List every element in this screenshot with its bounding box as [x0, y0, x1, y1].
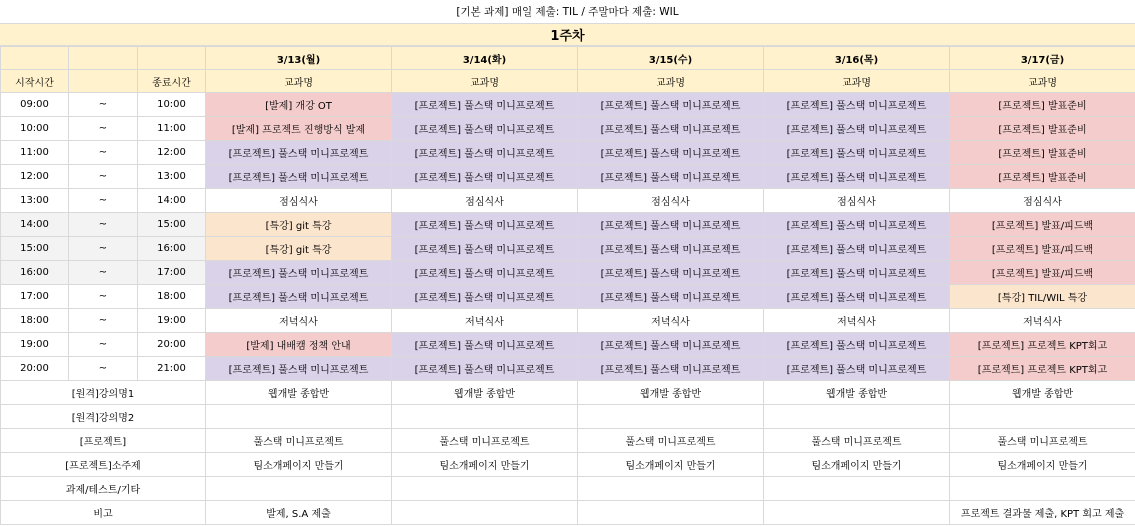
schedule-cell[interactable]: [프로젝트] 풀스택 미니프로젝트	[392, 117, 578, 141]
footer-cell[interactable]: 발제, S.A 제출	[206, 501, 392, 525]
day-header-fri[interactable]: 3/17(금)	[950, 47, 1135, 70]
schedule-cell[interactable]: [특강] TIL/WIL 특강	[950, 285, 1135, 309]
end-time-cell[interactable]: 12:00	[138, 141, 206, 165]
footer-cell[interactable]	[764, 501, 950, 525]
time-slot-row	[1, 117, 1135, 141]
schedule-cell[interactable]: [프로젝트] 풀스택 미니프로젝트	[578, 141, 764, 165]
start-time-cell[interactable]: 20:00	[1, 357, 69, 381]
separator-header[interactable]	[69, 70, 138, 93]
footer-cell[interactable]: 풀스택 미니프로젝트	[950, 429, 1135, 453]
schedule-cell[interactable]: [프로젝트] 풀스택 미니프로젝트	[578, 357, 764, 381]
footer-label-cell[interactable]: 비고	[1, 501, 206, 525]
schedule-cell[interactable]: [프로젝트] 풀스택 미니프로젝트	[206, 165, 392, 189]
schedule-cell[interactable]: [프로젝트] 풀스택 미니프로젝트	[392, 141, 578, 165]
end-time-cell[interactable]: 10:00	[138, 93, 206, 117]
end-time-cell[interactable]: 15:00	[138, 213, 206, 237]
footer-cell[interactable]	[578, 477, 764, 501]
schedule-cell[interactable]: [프로젝트] 풀스택 미니프로젝트	[392, 261, 578, 285]
footer-row	[1, 405, 1135, 429]
schedule-cell[interactable]: [프로젝트] 풀스택 미니프로젝트	[392, 237, 578, 261]
time-slot-row	[1, 141, 1135, 165]
footer-cell[interactable]: 프로젝트 결과물 제출, KPT 회고 제출	[950, 501, 1135, 525]
start-time-cell[interactable]: 11:00	[1, 141, 69, 165]
schedule-cell[interactable]: [프로젝트] 풀스택 미니프로젝트	[578, 261, 764, 285]
day-header-mon[interactable]: 3/13(월)	[206, 47, 392, 70]
subject-header[interactable]: 교과명	[578, 70, 764, 93]
footer-cell[interactable]	[392, 405, 578, 429]
schedule-cell[interactable]: 저녁식사	[392, 309, 578, 333]
schedule-cell[interactable]: [프로젝트] 프로젝트 KPT회고	[950, 357, 1135, 381]
footer-row	[1, 429, 1135, 453]
schedule-cell[interactable]: [프로젝트] 풀스택 미니프로젝트	[764, 165, 950, 189]
schedule-cell[interactable]: [프로젝트] 발표/피드백	[950, 213, 1135, 237]
time-separator-cell[interactable]: ~	[69, 261, 138, 285]
time-separator-cell[interactable]: ~	[69, 213, 138, 237]
footer-cell[interactable]	[578, 405, 764, 429]
start-time-cell[interactable]: 18:00	[1, 309, 69, 333]
schedule-cell[interactable]: [프로젝트] 프로젝트 KPT회고	[950, 333, 1135, 357]
footer-cell[interactable]: 웹개발 종합반	[206, 381, 392, 405]
time-slot-row	[1, 93, 1135, 117]
schedule-cell[interactable]: [특강] git 특강	[206, 213, 392, 237]
schedule-cell[interactable]: [프로젝트] 풀스택 미니프로젝트	[764, 117, 950, 141]
column-header-row	[1, 70, 1135, 93]
time-separator-cell[interactable]: ~	[69, 309, 138, 333]
start-time-cell[interactable]: 17:00	[1, 285, 69, 309]
schedule-cell[interactable]: 저녁식사	[206, 309, 392, 333]
start-time-cell[interactable]: 16:00	[1, 261, 69, 285]
schedule-cell[interactable]: [프로젝트] 풀스택 미니프로젝트	[578, 213, 764, 237]
footer-label-cell[interactable]: [프로젝트]	[1, 429, 206, 453]
footer-cell[interactable]	[764, 405, 950, 429]
schedule-cell[interactable]: [프로젝트] 풀스택 미니프로젝트	[392, 357, 578, 381]
subject-header[interactable]: 교과명	[392, 70, 578, 93]
footer-cell[interactable]	[950, 405, 1135, 429]
schedule-cell[interactable]: [프로젝트] 발표/피드백	[950, 261, 1135, 285]
time-slot-row	[1, 333, 1135, 357]
schedule-cell[interactable]: [프로젝트] 발표준비	[950, 117, 1135, 141]
subject-header[interactable]: 교과명	[764, 70, 950, 93]
start-time-cell[interactable]: 14:00	[1, 213, 69, 237]
schedule-cell[interactable]: [프로젝트] 풀스택 미니프로젝트	[578, 285, 764, 309]
footer-cell[interactable]: 풀스택 미니프로젝트	[206, 429, 392, 453]
schedule-cell[interactable]: [프로젝트] 발표준비	[950, 93, 1135, 117]
header-blank-cell[interactable]	[1, 47, 69, 70]
schedule-cell[interactable]: [프로젝트] 풀스택 미니프로젝트	[578, 237, 764, 261]
week-title[interactable]: 1주차	[0, 24, 1135, 46]
schedule-cell[interactable]: [프로젝트] 풀스택 미니프로젝트	[578, 93, 764, 117]
start-time-cell[interactable]: 10:00	[1, 117, 69, 141]
schedule-cell[interactable]: [프로젝트] 풀스택 미니프로젝트	[578, 165, 764, 189]
footer-row	[1, 501, 1135, 525]
footer-cell[interactable]: 풀스택 미니프로젝트	[578, 429, 764, 453]
date-header-row	[1, 47, 1135, 70]
time-slot-row	[1, 189, 1135, 213]
schedule-cell[interactable]: [프로젝트] 풀스택 미니프로젝트	[206, 357, 392, 381]
end-time-cell[interactable]: 18:00	[138, 285, 206, 309]
time-separator-cell[interactable]: ~	[69, 237, 138, 261]
footer-cell[interactable]: 팀소개페이지 만들기	[950, 453, 1135, 477]
schedule-cell[interactable]: [프로젝트] 풀스택 미니프로젝트	[206, 285, 392, 309]
footer-cell[interactable]: 풀스택 미니프로젝트	[392, 429, 578, 453]
schedule-cell[interactable]: [프로젝트] 풀스택 미니프로젝트	[578, 333, 764, 357]
schedule-table	[0, 46, 1135, 525]
schedule-cell[interactable]: [프로젝트] 풀스택 미니프로젝트	[392, 285, 578, 309]
day-header-thu[interactable]: 3/16(목)	[764, 47, 950, 70]
footer-cell[interactable]: 웹개발 종합반	[392, 381, 578, 405]
schedule-cell[interactable]: 점심식사	[950, 189, 1135, 213]
footer-cell[interactable]: 웹개발 종합반	[764, 381, 950, 405]
time-separator-cell[interactable]: ~	[69, 333, 138, 357]
time-separator-cell[interactable]: ~	[69, 357, 138, 381]
time-slot-row	[1, 309, 1135, 333]
schedule-cell[interactable]: [발제] 내배캠 정책 안내	[206, 333, 392, 357]
footer-label-cell[interactable]: 과제/테스트/기타	[1, 477, 206, 501]
schedule-cell[interactable]: [특강] git 특강	[206, 237, 392, 261]
subject-header[interactable]: 교과명	[206, 70, 392, 93]
assignment-banner[interactable]: [기본 과제] 매일 제출: TIL / 주말마다 제출: WIL	[0, 0, 1135, 24]
start-time-cell[interactable]: 15:00	[1, 237, 69, 261]
day-header-tue[interactable]: 3/14(화)	[392, 47, 578, 70]
schedule-cell[interactable]: [발제] 개강 OT	[206, 93, 392, 117]
footer-cell[interactable]: 웹개발 종합반	[950, 381, 1135, 405]
footer-cell[interactable]: 팀소개페이지 만들기	[392, 453, 578, 477]
schedule-cell[interactable]: [프로젝트] 풀스택 미니프로젝트	[392, 213, 578, 237]
day-header-wed[interactable]: 3/15(수)	[578, 47, 764, 70]
schedule-cell[interactable]: [프로젝트] 풀스택 미니프로젝트	[392, 333, 578, 357]
time-slot-row	[1, 213, 1135, 237]
start-time-header[interactable]: 시작시간	[1, 70, 69, 93]
schedule-cell[interactable]: 점심식사	[206, 189, 392, 213]
end-time-cell[interactable]: 21:00	[138, 357, 206, 381]
footer-cell[interactable]: 팀소개페이지 만들기	[764, 453, 950, 477]
schedule-cell[interactable]: [프로젝트] 풀스택 미니프로젝트	[206, 141, 392, 165]
start-time-cell[interactable]: 09:00	[1, 93, 69, 117]
start-time-cell[interactable]: 19:00	[1, 333, 69, 357]
footer-row	[1, 381, 1135, 405]
schedule-cell[interactable]: [프로젝트] 풀스택 미니프로젝트	[764, 213, 950, 237]
schedule-cell[interactable]: [프로젝트] 발표준비	[950, 165, 1135, 189]
footer-label-cell[interactable]: [원격]강의명1	[1, 381, 206, 405]
schedule-cell[interactable]: [프로젝트] 발표준비	[950, 141, 1135, 165]
footer-cell[interactable]	[206, 405, 392, 429]
schedule-cell[interactable]: [프로젝트] 풀스택 미니프로젝트	[578, 117, 764, 141]
header-blank-cell[interactable]	[69, 47, 138, 70]
schedule-cell[interactable]: [프로젝트] 풀스택 미니프로젝트	[764, 333, 950, 357]
end-time-cell[interactable]: 16:00	[138, 237, 206, 261]
time-separator-cell[interactable]: ~	[69, 189, 138, 213]
time-slot-row	[1, 261, 1135, 285]
schedule-cell[interactable]: 점심식사	[578, 189, 764, 213]
footer-label-cell[interactable]: [원격]강의명2	[1, 405, 206, 429]
header-blank-cell[interactable]	[138, 47, 206, 70]
end-time-cell[interactable]: 13:00	[138, 165, 206, 189]
footer-row	[1, 453, 1135, 477]
start-time-cell[interactable]: 12:00	[1, 165, 69, 189]
schedule-cell[interactable]: [프로젝트] 풀스택 미니프로젝트	[764, 261, 950, 285]
footer-cell[interactable]: 웹개발 종합반	[578, 381, 764, 405]
time-separator-cell[interactable]: ~	[69, 117, 138, 141]
schedule-cell[interactable]: 저녁식사	[764, 309, 950, 333]
schedule-cell[interactable]: 저녁식사	[578, 309, 764, 333]
footer-row	[1, 477, 1135, 501]
footer-cell[interactable]	[950, 477, 1135, 501]
time-slot-row	[1, 357, 1135, 381]
schedule-cell[interactable]: [프로젝트] 풀스택 미니프로젝트	[392, 93, 578, 117]
footer-cell[interactable]	[764, 477, 950, 501]
schedule-cell[interactable]: 점심식사	[764, 189, 950, 213]
time-separator-cell[interactable]: ~	[69, 285, 138, 309]
footer-cell[interactable]: 풀스택 미니프로젝트	[764, 429, 950, 453]
schedule-cell[interactable]: 점심식사	[392, 189, 578, 213]
time-slot-row	[1, 165, 1135, 189]
schedule-cell[interactable]: [프로젝트] 발표/피드백	[950, 237, 1135, 261]
time-separator-cell[interactable]: ~	[69, 93, 138, 117]
schedule-cell[interactable]: [프로젝트] 풀스택 미니프로젝트	[764, 285, 950, 309]
end-time-cell[interactable]: 17:00	[138, 261, 206, 285]
end-time-cell[interactable]: 14:00	[138, 189, 206, 213]
time-slot-row	[1, 237, 1135, 261]
subject-header[interactable]: 교과명	[950, 70, 1135, 93]
end-time-cell[interactable]: 19:00	[138, 309, 206, 333]
end-time-cell[interactable]: 11:00	[138, 117, 206, 141]
schedule-cell[interactable]: [프로젝트] 풀스택 미니프로젝트	[392, 165, 578, 189]
schedule-cell[interactable]: [프로젝트] 풀스택 미니프로젝트	[764, 93, 950, 117]
footer-cell[interactable]	[206, 477, 392, 501]
time-separator-cell[interactable]: ~	[69, 141, 138, 165]
footer-cell[interactable]: 팀소개페이지 만들기	[578, 453, 764, 477]
end-time-header[interactable]: 종료시간	[138, 70, 206, 93]
schedule-cell[interactable]: 저녁식사	[950, 309, 1135, 333]
footer-cell[interactable]	[392, 477, 578, 501]
schedule-cell[interactable]: [프로젝트] 풀스택 미니프로젝트	[764, 237, 950, 261]
footer-cell[interactable]	[578, 501, 764, 525]
footer-cell[interactable]: 팀소개페이지 만들기	[206, 453, 392, 477]
schedule-cell[interactable]: [발제] 프로젝트 진행방식 발제	[206, 117, 392, 141]
footer-cell[interactable]	[392, 501, 578, 525]
footer-label-cell[interactable]: [프로젝트]소주제	[1, 453, 206, 477]
schedule-cell[interactable]: [프로젝트] 풀스택 미니프로젝트	[206, 261, 392, 285]
schedule-cell[interactable]: [프로젝트] 풀스택 미니프로젝트	[764, 357, 950, 381]
end-time-cell[interactable]: 20:00	[138, 333, 206, 357]
start-time-cell[interactable]: 13:00	[1, 189, 69, 213]
schedule-cell[interactable]: [프로젝트] 풀스택 미니프로젝트	[764, 141, 950, 165]
time-separator-cell[interactable]: ~	[69, 165, 138, 189]
time-slot-row	[1, 285, 1135, 309]
